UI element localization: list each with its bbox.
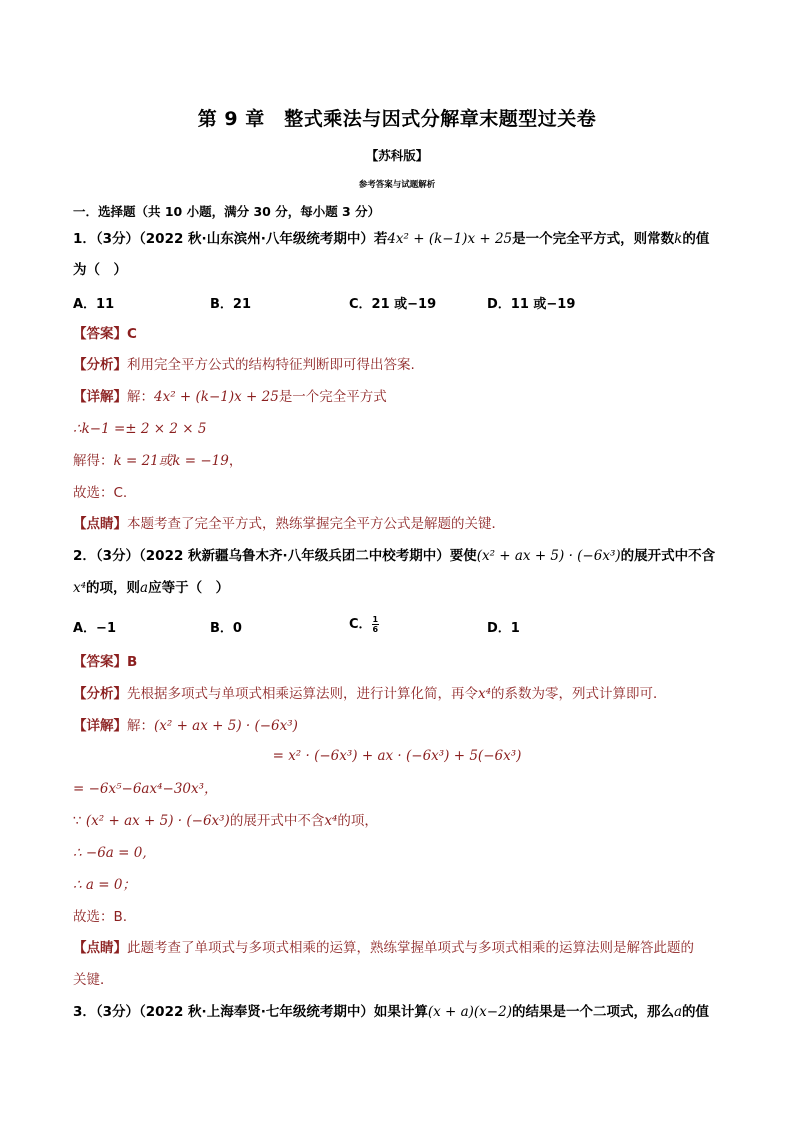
q2-because-math: (x² + ax + 5) · (−6x³) [85, 813, 230, 829]
q1-answer-tag: 【答案】 [73, 326, 127, 342]
q2-expand: = x² · (−6x³) + ax · (−6x³) + 5(−6x³) [272, 748, 522, 764]
q2-answer-value: B [127, 654, 138, 670]
answer-note: 参考答案与试题解析 [358, 180, 436, 190]
q2-stem-line2 [73, 579, 229, 597]
q2-because-math2: x⁴ [324, 813, 338, 829]
q1-answer-value: C [127, 326, 137, 342]
q2-because-end: 的项， [337, 813, 378, 829]
q2-detail-prefix: 解： [127, 718, 154, 734]
q2-option-c-num: 1 [372, 615, 379, 624]
q2-answer [73, 653, 137, 671]
q2-detail-math: (x² + ax + 5) · (−6x³) [154, 718, 298, 734]
q2-because [73, 812, 378, 830]
q2-therefore1: ∴ −6a = 0, [73, 845, 147, 861]
q2-answer-tag: 【答案】 [73, 654, 127, 670]
q2-option-c-fraction [372, 615, 380, 634]
q1-comment-text: 本题考查了完全平方式，熟练掌握完全平方公式是解题的关键． [127, 516, 505, 532]
q2-stem [73, 547, 715, 565]
q1-detail-math: 4x² + (k−1)x + 25 [154, 389, 279, 405]
q2-stem-prefix: 2．（3分）（2022 秋新疆乌鲁木齐·八年级兵团二中校考期中）要使 [73, 548, 477, 564]
q1-option-b: B．21 [210, 297, 251, 312]
q2-analysis-suffix: 的系数为零，列式计算即可． [491, 686, 667, 702]
q2-detail-tag: 【详解】 [73, 718, 127, 734]
q1-detail [73, 388, 387, 406]
q2-stem-line2-math: x⁴ [73, 580, 87, 596]
q2-comment [73, 939, 694, 957]
q2-because-mid: 的展开式中不含 [229, 813, 325, 829]
q2-choice: 故选：B. [73, 909, 128, 925]
q2-analysis-prefix: 先根据多项式与单项式相乘运算法则，进行计算化简，再令 [127, 686, 478, 702]
q1-option-d: D．11 或−19 [487, 297, 576, 312]
q2-option-c [349, 613, 379, 634]
q1-step2-math: k = 21或k = −19 [113, 453, 229, 469]
q1-answer [73, 325, 137, 343]
q1-detail-tag: 【详解】 [73, 389, 127, 405]
q2-stem-suffix: 的展开式中不含 [620, 548, 716, 564]
q3-stem-prefix: 3．（3分）（2022 秋·上海奉贤·七年级统考期中）如果计算 [73, 1004, 428, 1020]
q3-stem [73, 1003, 709, 1021]
q1-step2 [73, 452, 242, 470]
q1-detail-suffix: 是一个完全平方式 [278, 389, 387, 405]
q3-stem-suffix: 的结果是一个二项式，那么 [511, 1004, 674, 1020]
q2-option-c-den: 6 [372, 625, 379, 634]
q2-analysis-math: x⁴ [478, 686, 492, 702]
q1-option-a: A．11 [73, 297, 115, 312]
q1-comment [73, 515, 505, 533]
q2-result: = −6x⁵−6ax⁴−30x³， [73, 781, 218, 797]
q2-stem-line2-end: 应等于（ ） [148, 580, 230, 596]
q2-option-c-label: C． [349, 617, 372, 632]
q2-option-d: D．1 [487, 621, 520, 636]
q1-stem-math: 4x² + (k−1)x + 25 [387, 231, 513, 247]
q2-analysis [73, 685, 667, 703]
q3-stem-var: a [673, 1004, 683, 1020]
q2-stem-line2-text: 的项，则 [86, 580, 141, 596]
q3-stem-end: 的值 [682, 1004, 710, 1020]
q2-comment-line1: 此题考查了单项式与多项式相乘的运算，熟练掌握单项式与多项式相乘的运算法则是解答此题的 [127, 940, 694, 956]
q2-stem-line2-var: a [140, 580, 149, 596]
edition-label: 【苏科版】 [365, 148, 429, 163]
q1-analysis-text: 利用完全平方公式的结构特征判断即可得出答案. [127, 357, 415, 373]
q2-comment-tag: 【点睛】 [73, 940, 127, 956]
q2-because-prefix: ∵ [73, 813, 86, 829]
q2-detail [73, 717, 298, 735]
q1-stem-end: 的值 [682, 231, 710, 247]
q1-analysis [73, 356, 415, 374]
q1-analysis-tag: 【分析】 [73, 357, 127, 373]
q1-detail-prefix: 解： [127, 389, 154, 405]
q1-stem-line2: 为（ ） [73, 262, 127, 278]
q1-stem-suffix: 是一个完全平方式，则常数 [512, 231, 675, 247]
q1-step2-suffix: ， [228, 453, 243, 469]
q1-stem-prefix: 1．（3分）（2022 秋·山东滨州·八年级统考期中）若 [73, 231, 388, 247]
q2-stem-math: (x² + ax + 5) · (−6x³) [476, 548, 621, 564]
q3-stem-math: (x + a)(x−2) [427, 1004, 512, 1020]
q1-choice: 故选：C. [73, 485, 128, 501]
page-title: 第 9 章 整式乘法与因式分解章末题型过关卷 [197, 108, 597, 130]
q2-comment-line2: 关键． [73, 972, 114, 988]
q2-option-b: B．0 [210, 621, 242, 636]
q1-step2-prefix: 解得： [73, 453, 114, 469]
q1-stem [73, 230, 709, 248]
section-heading: 一．选择题（共 10 小题，满分 30 分，每小题 3 分） [73, 204, 381, 219]
q1-step1: ∴k−1 =± 2 × 2 × 5 [73, 421, 207, 437]
q2-option-a: A．−1 [73, 621, 116, 636]
q1-stem-var: k [674, 231, 683, 247]
q1-option-c: C．21 或−19 [349, 297, 437, 312]
q2-therefore2: ∴ a = 0； [73, 877, 136, 893]
q2-analysis-tag: 【分析】 [73, 686, 127, 702]
q1-comment-tag: 【点睛】 [73, 516, 127, 532]
